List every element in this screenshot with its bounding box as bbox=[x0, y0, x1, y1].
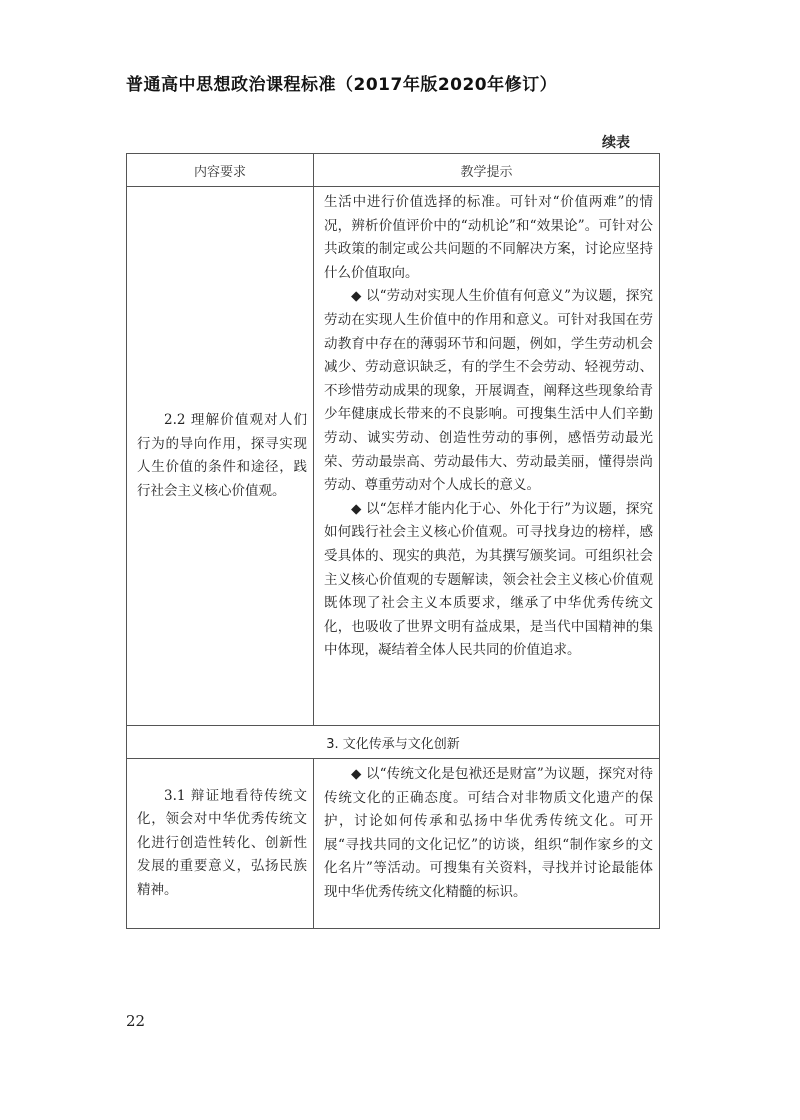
page-number: 22 bbox=[126, 1012, 146, 1030]
tip-paragraph: ◆ 以“传统文化是包袱还是财富”为议题，探究对待传统文化的正确态度。可结合对非物质文化遗产的保护，讨论如何传承和弘扬中华优秀传统文化。可开展“寻找共同的文化记忆”的访谈，组织“制作家乡的文化名片”等活动。可搜集有关资料，寻找并讨论最能体现中华优秀传统文化精髓的标识。 bbox=[324, 766, 653, 900]
table-row bbox=[127, 759, 660, 929]
tip-paragraph: ◆ 以“怎样才能内化于心、外化于行”为议题，探究如何践行社会主义核心价值观。可寻找身边的榜样，感受具体的、现实的典范，为其撰写颁奖词。可组织社会主义核心价值观的专题解读，领会社会主义核心价值观既体现了社会主义本质要求，继承了中华优秀传统文化，也吸收了世界文明有益成果，是当代中国精神的集中体现，凝结着全体人民共同的价值追求。 bbox=[324, 500, 653, 659]
tip-paragraph: ◆ 以“劳动对实现人生价值有何意义”为议题，探究劳动在实现人生价值中的作用和意义。可针对我国在劳动教育中存在的薄弱环节和问题，例如，学生劳动机会减少、劳动意识缺乏，有的学生不会劳动、轻视劳动、不珍惜劳动成果的现象，开展调查，阐释这些现象给青少年健康成长带来的不良影响。可搜集生活中人们辛勤劳动、诚实劳动、创造性劳动的事例，感悟劳动最光荣、劳动最崇高、劳动最伟大、劳动最美丽，懂得崇尚劳动、尊重劳动对个人成长的意义。 bbox=[324, 288, 653, 494]
section-row bbox=[127, 726, 660, 759]
requirement-cell bbox=[127, 759, 314, 929]
requirement-text: 3.1 辩证地看待传统文化，领会对中华优秀传统文化进行创造性转化、创新性发展的重要意义，弘扬民族精神。 bbox=[137, 787, 307, 898]
section-title: 3. 文化传承与文化创新 bbox=[127, 726, 660, 759]
table-header-row bbox=[127, 154, 660, 187]
requirement-text: 2.2 理解价值观对人们行为的导向作用，探寻实现人生价值的条件和途径，践行社会主义核心价值观。 bbox=[137, 412, 307, 499]
requirement-cell bbox=[127, 187, 314, 726]
header-teaching-tips: 教学提示 bbox=[314, 154, 660, 187]
tips-cell bbox=[314, 187, 660, 726]
table-row bbox=[127, 187, 660, 726]
tip-paragraph: 生活中进行价值选择的标准。可针对“价值两难”的情况，辨析价值评价中的“动机论”和“效果论”。可针对公共政策的制定或公共问题的不同解决方案，讨论应坚持什么价值取向。 bbox=[324, 194, 653, 281]
header-content-requirements: 内容要求 bbox=[127, 154, 314, 187]
page-header-title: 普通高中思想政治课程标准（2017年版2020年修订） bbox=[126, 75, 558, 95]
curriculum-table bbox=[126, 153, 660, 929]
tips-cell bbox=[314, 759, 660, 929]
continued-label: 续表 bbox=[602, 135, 630, 151]
